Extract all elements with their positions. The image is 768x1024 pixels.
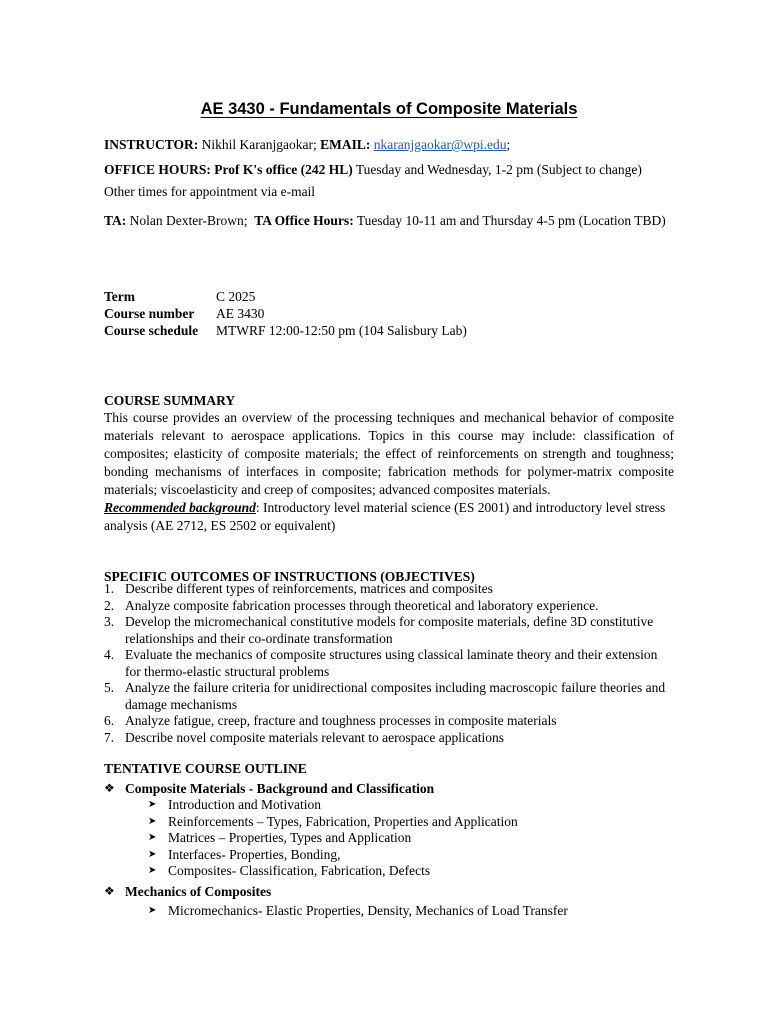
list-item: ➤ Reinforcements – Types, Fabrication, Properties and Application	[148, 813, 518, 829]
diamond-bullet-icon: ❖	[104, 781, 115, 795]
office-hours-note: Other times for appointment via e-mail	[104, 184, 316, 199]
objectives-heading: SPECIFIC OUTCOMES OF INSTRUCTIONS (OBJECTIVES)	[104, 569, 475, 584]
course-info-label: Term	[104, 289, 135, 304]
instructor-line	[104, 136, 674, 153]
outline-sublist	[125, 903, 674, 920]
outline-sublist	[125, 797, 674, 880]
arrow-bullet-icon: ➤	[148, 815, 157, 827]
list-item: ➤ Introduction and Motivation	[148, 797, 321, 812]
course-info-label: Course number	[104, 306, 195, 321]
ta-hours-label: TA Office Hours:	[254, 213, 354, 228]
arrow-bullet-icon: ➤	[148, 904, 157, 916]
email-label: EMAIL:	[320, 137, 371, 152]
arrow-bullet-icon: ➤	[148, 799, 157, 810]
outline-heading: TENTATIVE COURSE OUTLINE	[104, 761, 307, 776]
ta-line	[104, 212, 674, 229]
list-item: 2. Analyze composite fabrication processes through theoretical and laboratory experience.	[104, 597, 599, 613]
outline-section	[104, 780, 674, 880]
course-info-value: C 2025	[216, 289, 256, 304]
ta-label: TA:	[104, 213, 127, 228]
course-info-value: AE 3430	[216, 306, 265, 321]
email-suffix: ;	[506, 137, 511, 152]
ta-hours: Tuesday 10-11 am and Thursday 4-5 pm (Location TBD)	[356, 213, 666, 228]
recommended-background-text: : Introductory level material science (ES 2001) and introductory level stress analysis (AE 2712, ES 2502 or equivalent)	[104, 500, 666, 533]
list-item: ➤ Micromechanics- Elastic Properties, Density, Mechanics of Load Transfer	[148, 902, 568, 918]
recommended-background	[104, 499, 674, 535]
ta-name: Nolan Dexter-Brown;	[129, 213, 248, 228]
office-hours-location: Prof K's office (242 HL)	[214, 162, 353, 177]
page-title: AE 3430 - Fundamentals of Composite Materials	[200, 100, 578, 118]
list-item: ➤ Composites- Classification, Fabrication, Defects	[148, 863, 431, 878]
summary-heading: COURSE SUMMARY	[104, 393, 236, 408]
list-item: 5. Analyze the failure criteria for unidirectional composites including macroscopic failure theories and damage mechanisms	[104, 680, 666, 712]
list-item: 1. Describe different types of reinforcements, matrices and composites	[104, 581, 493, 596]
diamond-bullet-icon: ❖	[104, 883, 115, 898]
list-item: 4. Evaluate the mechanics of composite structures using classical laminate theory and their extension for thermo-elastic structural problems	[104, 647, 658, 679]
list-item: 7. Describe novel composite materials relevant to aerospace applications	[104, 729, 504, 745]
list-item: ➤ Matrices – Properties, Types and Application	[148, 830, 412, 845]
list-item: 6. Analyze fatigue, creep, fracture and toughness processes in composite materials	[104, 713, 557, 728]
instructor-name: Nikhil Karanjgaokar;	[201, 137, 317, 152]
list-item: ➤ Interfaces- Properties, Bonding,	[148, 846, 341, 862]
course-info-label: Course schedule	[104, 323, 199, 338]
arrow-bullet-icon: ➤	[148, 865, 157, 876]
course-info-value: MTWRF 12:00-12:50 pm (104 Salisbury Lab)	[216, 323, 467, 338]
office-hours-label: OFFICE HOURS:	[104, 162, 211, 177]
office-hours-line	[104, 161, 674, 178]
office-hours-times: Tuesday and Wednesday, 1-2 pm (Subject to change)	[355, 162, 642, 177]
objectives-list	[104, 581, 674, 746]
arrow-bullet-icon: ➤	[148, 832, 157, 843]
outline-section	[104, 883, 674, 920]
arrow-bullet-icon: ➤	[148, 848, 157, 860]
outline-section-title: Mechanics of Composites	[125, 883, 272, 899]
list-item: 3. Develop the micromechanical constitutive models for composite materials, define 3D constitutive relationships and their co-ordinate transformation	[104, 614, 654, 646]
instructor-label: INSTRUCTOR:	[104, 137, 199, 152]
outline-section-title: Composite Materials - Background and Classification	[125, 781, 435, 796]
email-link[interactable]: nkaranjgaokar@wpi.edu	[373, 137, 507, 152]
recommended-background-label: Recommended background	[104, 500, 256, 515]
summary-text: This course provides an overview of the processing techniques and mechanical behavior of composite materials relevant to aerospace applications. Topics in this course may include: classification of composites; elasticity of composite materials; the effect of reinforcements on strength and toughness; bonding mechanisms of interfaces in composite; fabrication methods for polymer-matrix composite materials; viscoelasticity and creep of composites; advanced composites materials.	[104, 410, 674, 497]
outline-list	[104, 780, 674, 919]
